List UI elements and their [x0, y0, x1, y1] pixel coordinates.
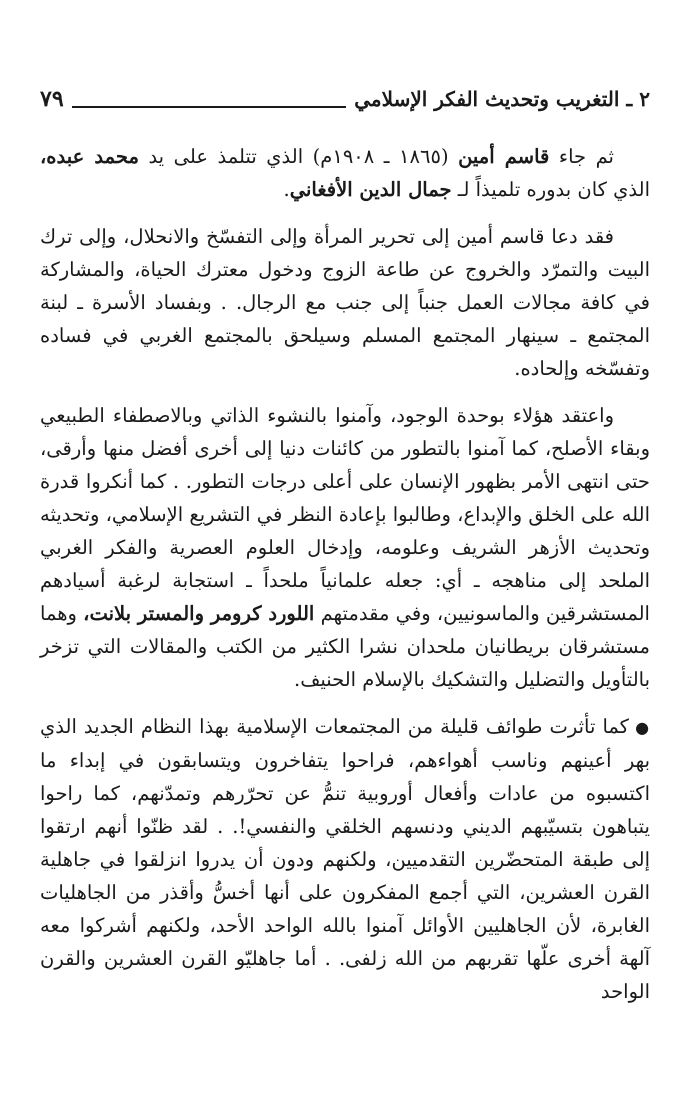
page-number: ٧٩ — [40, 86, 64, 112]
paragraph-2: فقد دعا قاسم أمين إلى تحرير المرأة وإلى التفسّخ والانحلال، وإلى ترك البيت والتمرّد والخروج عن طاعة الزوج ودخول معترك الحياة، والمشاركة في كافة مجالات العمل جنباً إلى جنب مع الرجال. . وبفساد الأسرة ـ لبنة المجتمع ـ سينهار المجتمع المسلم وسيلحق بالمجتمع الغربي في فساده وتفسّخه وإلحاده. — [40, 225, 650, 380]
header-rule — [72, 106, 347, 108]
p1-text-4: . — [283, 178, 290, 201]
page-body — [40, 140, 650, 1022]
p3-names-cromer-blunt: اللورد كرومر والمستر بلانت، — [83, 602, 315, 625]
p1-text-3: الذي كان بدوره تلميذاً لـ — [451, 178, 650, 201]
p4-text: كما تأثرت طوائف قليلة من المجتمعات الإسلامية بهذا النظام الجديد الذي بهر أعينهم وناسب أهواءهم، فراحوا يتفاخرون ويتسابقون في إبداء ما اكتسبوه من عادات وأفعال أوروبية تنمُّ عن تحرّرهم وتمدّنهم، كما راحوا يتباهون بتسيّبهم الديني ودنسهم الخلقي والنفسي!. . لقد ظنّوا أنهم ارتقوا إلى طبقة المتحضّرين التقدميين، ولكنهم ودون أن يدروا انزلقوا في جاهلية القرن العشرين، التي أجمع المفكرون على أنها أخسُّ وأقذر من الجاهليات الغابرة، لأن الجاهليين الأوائل آمنوا بالله الواحد الأحد، ولكنهم أشركوا معه آلهة أخرى علّها تقربهم من الله زلفى. . أما جاهليّو القرن العشرين والقرن الواحد — [40, 715, 650, 1003]
paragraph-3 — [40, 399, 650, 696]
p1-name-afghani: جمال الدين الأفغاني — [289, 178, 452, 201]
chapter-title: ٢ ـ التغريب وتحديث الفكر الإسلامي — [354, 87, 650, 111]
running-header — [40, 84, 650, 114]
bullet-icon: ● — [635, 718, 650, 737]
paragraph-4 — [40, 710, 650, 1008]
p1-text-2: (١٨٦٥ ـ ١٩٠٨م) الذي تتلمذ على يد — [138, 145, 459, 168]
p1-text-1: ثم جاء — [549, 145, 614, 168]
p3-text-1: واعتقد هؤلاء بوحدة الوجود، وآمنوا بالنشوء الذاتي وبالاصطفاء الطبيعي وبقاء الأصلح، كما آمنوا بالتطور من كائنات دنيا إلى أخرى أفضل منها وأرقى، حتى انتهى الأمر بظهور الإنسان على أعلى درجات التطور. . كما أنكروا قدرة الله على الخلق والإبداع، وطالبوا بإعادة النظر في التشريع الإسلامي، وتحديثه وتحديث الأزهر الشريف وعلومه، وإدخال العلوم العصرية والفكر الغربي الملحد إلى مناهجه ـ أي: جعله علمانياً ملحداً ـ استجابة لرغبة أسيادهم المستشرقين والماسونيين، وفي مقدمتهم — [40, 404, 650, 625]
p1-name-qasim-amin: قاسم أمين — [458, 145, 550, 168]
p3-text-2: وهما مستشرقان بريطانيان ملحدان نشرا الكثير من الكتب والمقالات التي تزخر بالتأويل والتضليل والتشكيك بالإسلام الحنيف. — [40, 602, 650, 691]
paragraph-1 — [40, 140, 650, 206]
p1-name-muhammad-abduh: محمد عبده، — [40, 145, 139, 168]
